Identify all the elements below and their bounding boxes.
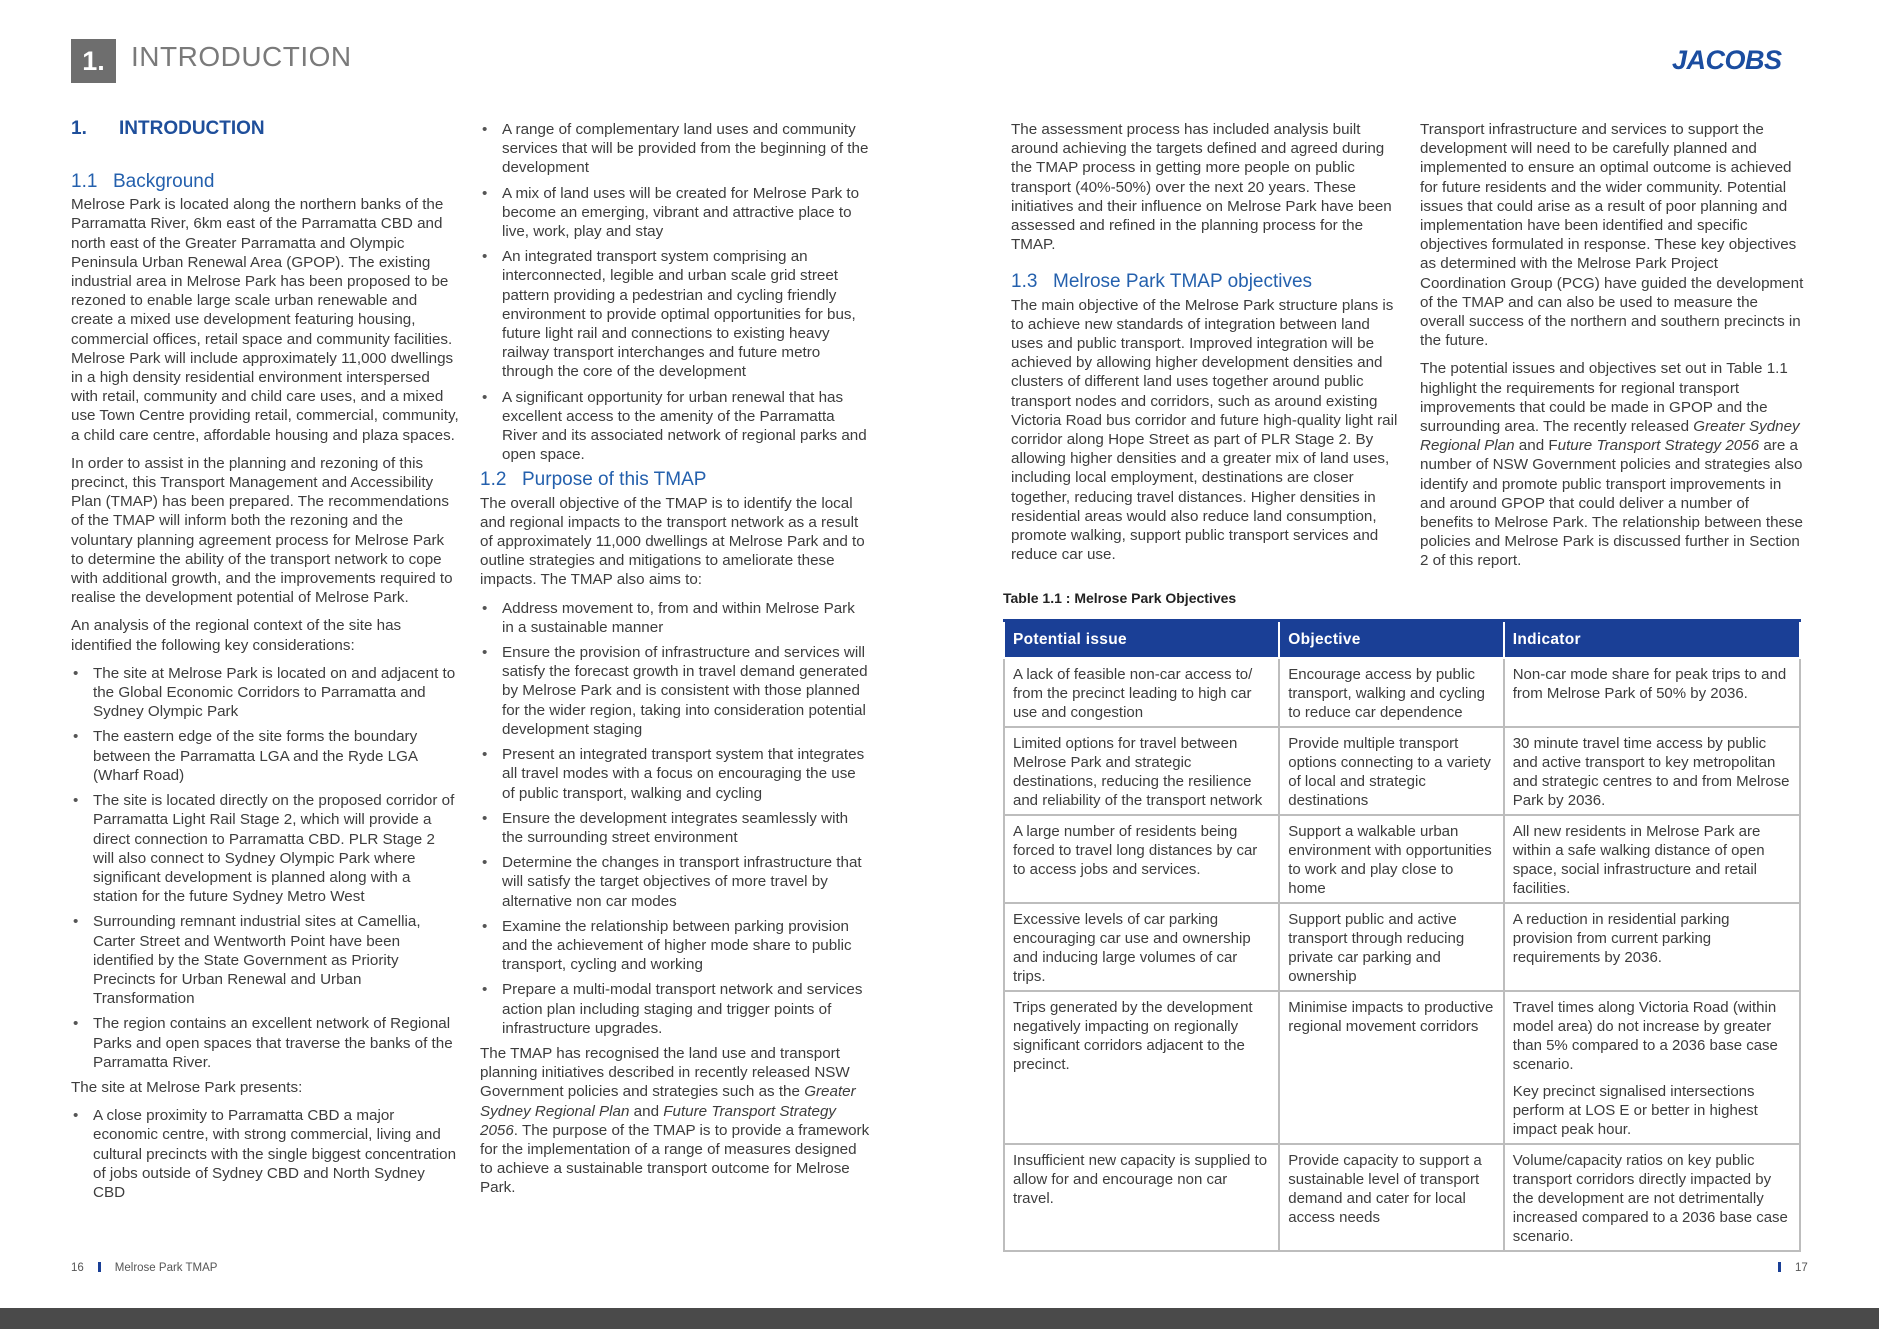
section-heading: [71, 118, 265, 140]
section-number: 1.: [71, 118, 87, 139]
list-item: • A close proximity to Parramatta CBD a major economic centre, with strong commercial, living and cultural precincts with the single biggest concentration of jobs outside of Sydney CBD and North Sydney CBD: [71, 1106, 459, 1202]
table-cell: Excessive levels of car parking encouraging car use and ownership and inducing large volumes of car trips.: [1004, 903, 1279, 991]
table-cell: Non-car mode share for peak trips to and from Melrose Park of 50% by 2036.: [1504, 658, 1800, 727]
subheading-title: Background: [113, 171, 215, 192]
paragraph: The site at Melrose Park presents:: [71, 1078, 303, 1096]
jacobs-logo: JACOBS: [1672, 45, 1782, 75]
table-cell: Volume/capacity ratios on key public transport corridors directly impacted by the development are not detrimentally increased compared to a 2036 base case scenario.: [1504, 1144, 1800, 1251]
table-cell: Encourage access by public transport, walking and cycling to reduce car dependence: [1279, 658, 1503, 727]
column-2: [480, 120, 870, 1207]
table-cell: Support a walkable urban environment with opportunities to work and play close to home: [1279, 815, 1503, 903]
subheading-objectives: [1011, 272, 1403, 291]
table-cell: Provide capacity to support a sustainable level of transport demand and cater for local access needs: [1279, 1144, 1503, 1251]
chapter-header-title: INTRODUCTION: [131, 41, 352, 72]
list-item: • Surrounding remnant industrial sites at Camellia, Carter Street and Wentworth Point have been identified by the State Government as Priority Precincts for Urban Renewal and Urban Transformation: [71, 912, 459, 1008]
table-cell: All new residents in Melrose Park are within a safe walking distance of open space, social infrastructure and retail facilities.: [1504, 815, 1800, 903]
table-row: [1004, 727, 1800, 815]
list-item: • Determine the changes in transport infrastructure that will satisfy the target objectives of more travel by alternative non car modes: [480, 853, 870, 911]
cell-paragraph: Travel times along Victoria Road (within model area) do not increase by greater than 5% compared to a 2036 base case scenario.: [1512, 999, 1778, 1073]
table-header-row: [1004, 621, 1800, 659]
table-row: [1004, 991, 1800, 1144]
list-item: • Examine the relationship between parking provision and the achievement of higher mode share to public transport, cycling and working: [480, 917, 870, 975]
table-cell: Support public and active transport through reducing private car parking and ownership: [1279, 903, 1503, 991]
table-cell: Minimise impacts to productive regional movement corridors: [1279, 991, 1503, 1144]
viewer-bottom-bar: [0, 1308, 1879, 1329]
table-row: [1004, 815, 1800, 903]
table-cell: A lack of feasible non-car access to/ from the precinct leading to high car use and congestion: [1004, 658, 1279, 727]
list-item: • A significant opportunity for urban renewal that has excellent access to the amenity of the Parramatta River and its associated network of regional parks and open space.: [480, 388, 870, 465]
list-item: • Ensure the development integrates seamlessly with the surrounding street environment: [480, 809, 870, 847]
cell-paragraph: Key precinct signalised intersections perform at LOS E or better in highest impact peak hour.: [1512, 1083, 1758, 1138]
table-row: [1004, 903, 1800, 991]
footer-divider: [98, 1262, 101, 1272]
table-caption: Table 1.1 : Melrose Park Objectives: [1003, 590, 1237, 606]
list-item: • Prepare a multi-modal transport network and services action plan including staging and trigger points of infrastructure upgrades.: [480, 980, 870, 1038]
subheading-number: 1.2: [480, 469, 507, 491]
column-header: Potential issue: [1004, 621, 1279, 659]
column-4: [1420, 120, 1804, 580]
table-row: [1004, 658, 1800, 727]
table-cell: Trips generated by the development negatively impacting on regionally significant corridors adjacent to the precinct.: [1004, 991, 1279, 1144]
column-header: Indicator: [1504, 621, 1800, 659]
table-cell: Provide multiple transport options connecting to a variety of local and strategic destinations: [1279, 727, 1503, 815]
column-1: [71, 166, 459, 1208]
paragraph: The potential issues and objectives set out in Table 1.1 highlight the requirements for regional transport improvements that could be made in GPOP and the surrounding area. The recently released Greater Sydney Regional Plan and Future Transport Strategy 2056 are a number of NSW Government policies and strategies also identify and promote public transport improvements in and around GPOP that could deliver a number of benefits to Melrose Park. The relationship between these policies and Melrose Park is discussed further in Section 2 of this report.: [1420, 360, 1804, 570]
subheading-title: Purpose of this TMAP: [522, 469, 707, 491]
chapter-number-box: 1.: [71, 39, 116, 83]
list-item: • Present an integrated transport system that integrates all travel modes with a focus on encouraging the use of public transport, walking and cycling: [480, 745, 870, 803]
list-item: • A range of complementary land uses and community services that will be provided from the beginning of the development: [480, 120, 870, 178]
table-cell: Limited options for travel between Melrose Park and strategic destinations, reducing the resilience and reliability of the transport network: [1004, 727, 1279, 815]
list-item: • Address movement to, from and within Melrose Park in a sustainable manner: [480, 599, 870, 637]
column-3: [1011, 120, 1403, 573]
list-item: • The site is located directly on the proposed corridor of Parramatta Light Rail Stage 2, which will provide a direct connection to Parramatta CBD. PLR Stage 2 will also connect to Sydney Olympic Park where significant development is planned along with a station for the future Sydney Metro West: [71, 791, 459, 906]
table-cell: A large number of residents being forced to travel long distances by car to access jobs and services.: [1004, 815, 1279, 903]
table-row: [1004, 1144, 1800, 1251]
footer-left: [71, 1262, 217, 1274]
paragraph: Transport infrastructure and services to support the development will need to be carefully planned and implemented to ensure an optimal outcome is achieved for future residents and the wider community. Potential issues that could arise as a result of poor planning and implementation have been identified and specific objectives formulated in response. These key objectives as determined with the Melrose Park Project Coordination Group (PCG) have guided the development of the TMAP and can also be used to measure the overall success of the northern and southern precincts in the future.: [1420, 121, 1804, 350]
table-cell: [1504, 991, 1800, 1144]
subheading-number: 1.1: [71, 171, 98, 192]
paragraph: An analysis of the regional context of the site has identified the following key considerations:: [71, 617, 402, 654]
column-header: Objective: [1279, 621, 1503, 659]
list-item: • The eastern edge of the site forms the boundary between the Parramatta LGA and the Ryde LGA (Wharf Road): [71, 727, 459, 785]
footer-right: [1778, 1262, 1808, 1274]
footer-divider: [1778, 1262, 1781, 1272]
subheading-title: Melrose Park TMAP objectives: [1053, 271, 1313, 293]
objectives-table: [1003, 619, 1801, 1252]
bullet-list: [480, 120, 870, 464]
list-item: • Ensure the provision of infrastructure and services will satisfy the forecast growth in travel demand generated by Melrose Park and is consistent with those planned for the wider region, taking into consideration potential development staging: [480, 643, 870, 739]
bullet-list: [71, 1106, 459, 1202]
paragraph: The main objective of the Melrose Park structure plans is to achieve new standards of integration between land uses and public transport. Improved integration will be achieved by allowing higher development densities and clusters of different land uses together around public transport nodes and corridors, such as around existing Victoria Road bus corridor and future high-quality light rail corridor along Hope Street as part of PLR Stage 2. By allowing higher densities and a greater mix of land uses, including local employment, destinations are closer together, reducing travel distances. Higher densities in residential areas would also reduce land consumption, promote walking, support public transport services and reduce car use.: [1011, 296, 1398, 564]
table-cell: Insufficient new capacity is supplied to allow for and encourage non car travel.: [1004, 1144, 1279, 1251]
table-cell: 30 minute travel time access by public and active transport to key metropolitan and strategic centres to and from Melrose Park by 2036.: [1504, 727, 1800, 815]
subheading-purpose: [480, 470, 870, 489]
paragraph: In order to assist in the planning and rezoning of this precinct, this Transport Management and Accessibility Plan (TMAP) has been prepared. The recommendations of the TMAP will inform both the rezoning and the voluntary planning agreement process for Melrose Park to determine the ability of the transport network to cope with additional growth, and the improvements required to realise the development potential of Melrose Park.: [71, 454, 453, 607]
page-number-right: 17: [1795, 1262, 1808, 1274]
list-item: • The site at Melrose Park is located on and adjacent to the Global Economic Corridors to Parramatta and Sydney Olympic Park: [71, 664, 459, 722]
list-item: • A mix of land uses will be created for Melrose Park to become an emerging, vibrant and attractive place to live, work, play and stay: [480, 184, 870, 242]
document-title: Melrose Park TMAP: [114, 1262, 218, 1274]
section-title: INTRODUCTION: [119, 118, 265, 139]
paragraph: Melrose Park is located along the northern banks of the Parramatta River, 6km east of the Parramatta CBD and north east of the Greater Parramatta and Olympic Peninsula Urban Renewal Area (GPOP). The existing industrial area in Melrose Park has been proposed to be rezoned to enable large scale urban renewable and create a mixed use development featuring housing, commercial offices, retail space and community facilities. Melrose Park will include approximately 11,000 dwellings in a high density residential environment interspersed with retail, community and child care uses, and a mixed use Town Centre providing retail, commercial, community, a child care centre, affordable housing and plaza spaces.: [71, 196, 459, 444]
table-cell: A reduction in residential parking provision from current parking requirements by 2036.: [1504, 903, 1800, 991]
subheading-number: 1.3: [1011, 271, 1038, 293]
list-item: • An integrated transport system comprising an interconnected, legible and urban scale grid street pattern providing a pedestrian and cycling friendly environment to provide optimal opportunities for bus, future light rail and connections to existing heavy railway transport interchanges and future metro through the core of the development: [480, 247, 870, 381]
list-item: • The region contains an excellent network of Regional Parks and open spaces that traverse the banks of the Parramatta River.: [71, 1014, 459, 1072]
page-number-left: 16: [71, 1262, 84, 1274]
bullet-list: [480, 599, 870, 1038]
paragraph: The TMAP has recognised the land use and transport planning initiatives described in recently released NSW Government policies and strategies such as the Greater Sydney Regional Plan and Future Transport Strategy 2056. The purpose of the TMAP is to provide a framework for the implementation of a range of measures designed to achieve a sustainable transport outcome for Melrose Park.: [480, 1044, 870, 1197]
bullet-list: [71, 664, 459, 1072]
paragraph: The overall objective of the TMAP is to identify the local and regional impacts to the transport network as a result of approximately 11,000 dwellings at Melrose Park and to outline strategies and mitigations to ameliorate these impacts. The TMAP also aims to:: [480, 494, 865, 589]
paragraph: The assessment process has included analysis built around achieving the targets defined and agreed during the TMAP process in getting more people on public transport (40%-50%) over the next 20 years. These initiatives and their influence on Melrose Park have been assessed and refined in the planning process for the TMAP.: [1011, 121, 1392, 254]
subheading-background: [71, 172, 459, 191]
